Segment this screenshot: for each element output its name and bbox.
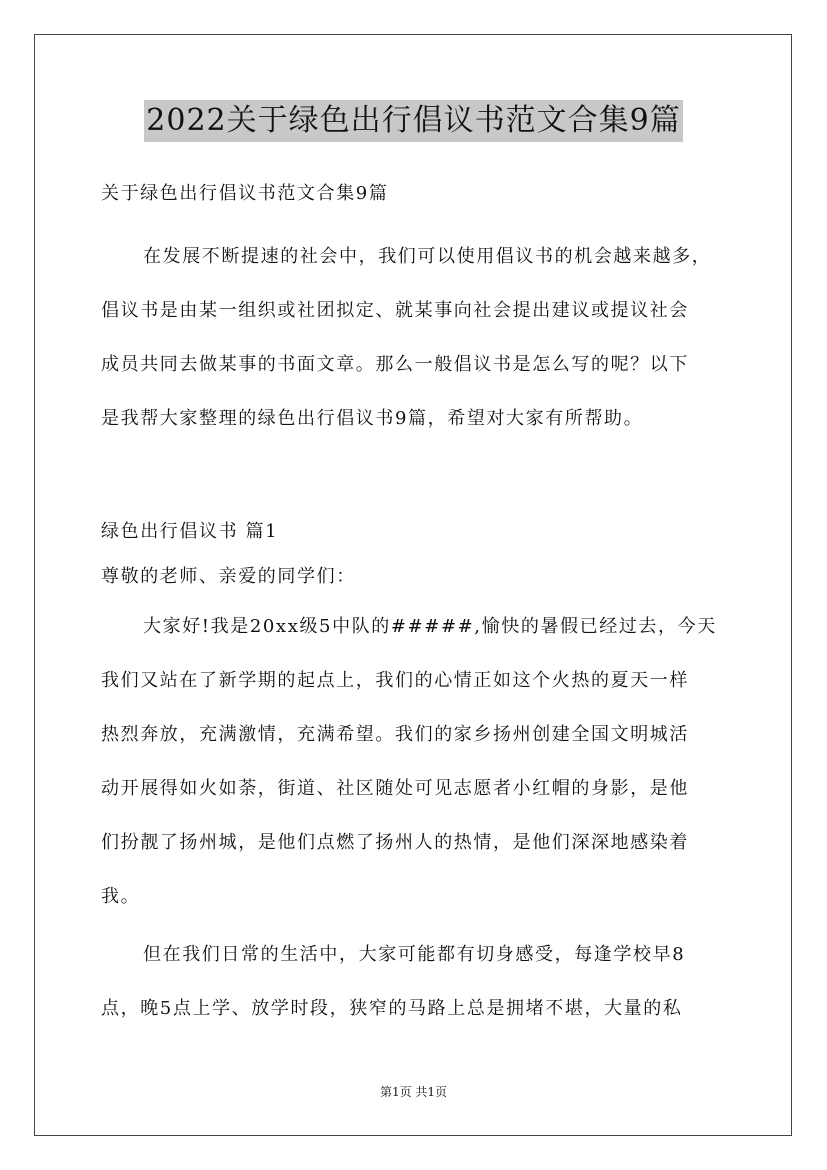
body-paragraph-2 <box>101 928 741 1036</box>
intro-paragraph <box>101 230 741 446</box>
document-body <box>101 176 741 1036</box>
document-title: 2022关于绿色出行倡议书范文合集9篇 <box>144 100 682 142</box>
section-heading: 绿色出行倡议书 篇1 <box>101 521 279 542</box>
paragraph-line: 点，晚5点上学、放学时段，狭窄的马路上总是拥堵不堪，大量的私 <box>101 998 683 1019</box>
document-title-block <box>0 100 827 142</box>
paragraph-line: 但在我们日常的生活中，大家可能都有切身感受，每逢学校早8 <box>143 944 686 965</box>
intro-line: 是我帮大家整理的绿色出行倡议书9篇，希望对大家有所帮助。 <box>101 408 644 429</box>
paragraph-line: 大家好!我是20xx级5中队的#####,愉快的暑假已经过去，今天 <box>143 616 717 637</box>
paragraph-line: 我。 <box>101 886 141 907</box>
intro-line: 倡议书是由某一组织或社团拟定、就某事向社会提出建议或提议社会 <box>101 300 689 321</box>
page-footer: 第1页 共1页 <box>379 1085 448 1099</box>
paragraph-line: 们扮靓了扬州城，是他们点燃了扬州人的热情，是他们深深地感染着 <box>101 832 689 853</box>
intro-line: 成员共同去做某事的书面文章。那么一般倡议书是怎么写的呢？以下 <box>101 354 689 375</box>
intro-line: 在发展不断提速的社会中，我们可以使用倡议书的机会越来越多， <box>143 246 712 267</box>
document-subtitle: 关于绿色出行倡议书范文合集9篇 <box>101 183 389 204</box>
paragraph-line: 动开展得如火如荼，街道、社区随处可见志愿者小红帽的身影，是他 <box>101 778 689 799</box>
body-paragraph-1 <box>101 600 741 924</box>
paragraph-line: 热烈奔放，充满激情，充满希望。我们的家乡扬州创建全国文明城活 <box>101 724 689 745</box>
paragraph-line: 我们又站在了新学期的起点上，我们的心情正如这个火热的夏天一样 <box>101 670 689 691</box>
salutation: 尊敬的老师、亲爱的同学们： <box>101 566 356 587</box>
